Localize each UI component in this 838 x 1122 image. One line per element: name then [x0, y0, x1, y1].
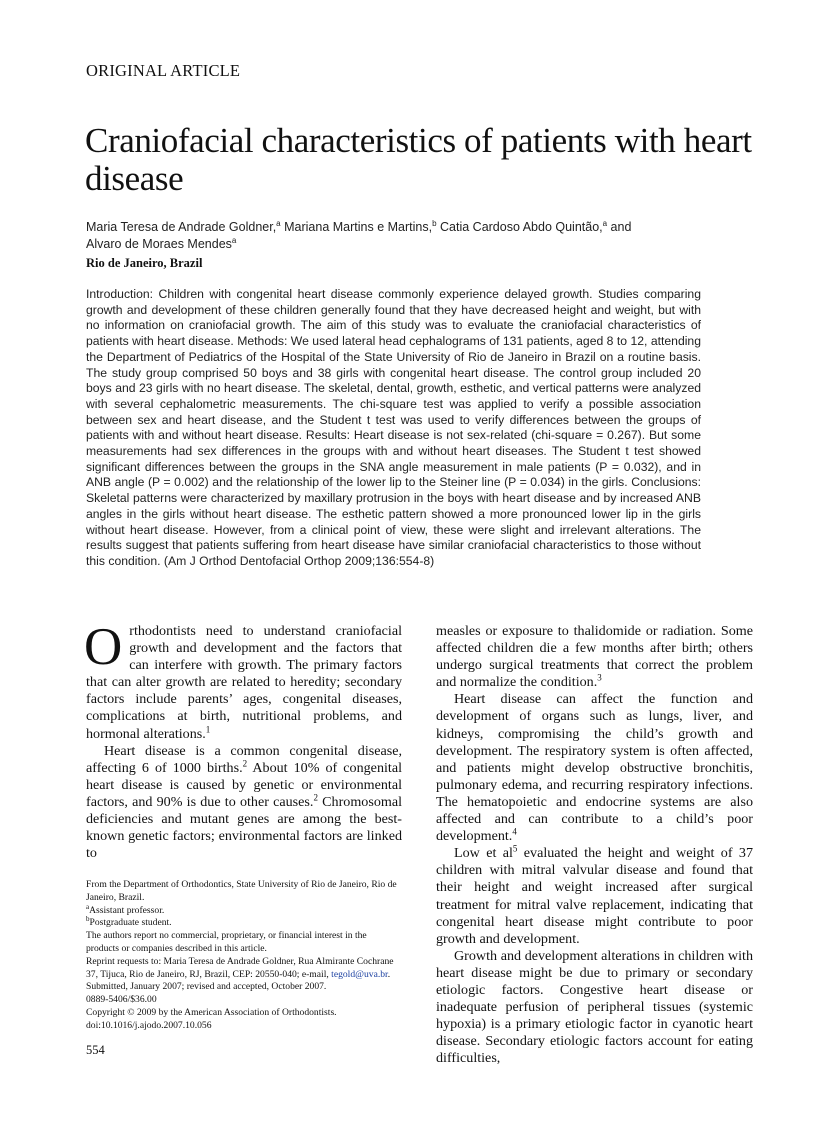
body-column-right — [436, 623, 753, 1067]
citation-ref: 4 — [512, 826, 517, 837]
author-affiliation-mark: a — [602, 218, 608, 228]
author-name: Mariana Martins e Martins, — [284, 220, 433, 234]
article-title: Craniofacial characteristics of patients with heart disease — [85, 121, 752, 198]
footnote-b: $^b$Postgraduate student. — [86, 915, 172, 929]
body-paragraph: Heart disease can affect the function and development of organs such as lungs, liver, and kidneys, compromising the child’s growth and development. The respiratory system is often affected, and patients might develop obstructive bronchitis, pulmonary edema, and recurring respiratory infections. The hematopoietic and endocrine systems are also affected and can contribute to a child’s poor development.$^4$ — [436, 691, 753, 845]
section-label: ORIGINAL ARTICLE — [86, 61, 241, 80]
page-number: 554 — [86, 1043, 105, 1057]
author-location: Rio de Janeiro, Brazil — [86, 256, 203, 270]
body-paragraph: Low et $al^5$ evaluated the height and weight of 37 children with mitral valvular disease and found that their height and weight increased after surgical treatment for mitral valve replacement, indicating that congenital heart disease might contribute to poor growth and development. — [436, 843, 753, 947]
body-paragraph: Orthodontists need to understand craniofacial growth and development and the factors that can interfere with growth. The primary factors that can alter growth are related to heredity; secondary factors include parents’ ages, congenital diseases, complications at birth, nutritional problems, and hormonal alterations.$^1$ — [84, 618, 402, 742]
body-paragraph: measles or exposure to thalidomide or radiation. Some affected children die a few months after birth; others undergo surgical treatments that correct the problem and normalize the condition.$^3$ — [436, 623, 753, 691]
abstract: Introduction: Children with congenital heart disease commonly experience delayed growth. Studies comparing growth and development of these children generally found that they have decreased height and weight, but with no information on craniofacial growth. The aim of this study was to evaluate the craniofacial characteristics of patients with heart disease. Methods: We used lateral head cephalograms of 131 patients, aged 8 to 12, attending the Department of Pediatrics of the Hospital of the State University of Rio de Janeiro in Brazil on a routine basis. The study group comprised 50 boys and 38 girls with congenital heart disease. The control group included 20 boys and 23 girls with no heart disease. The skeletal, dental, growth, esthetic, and vertical patterns were analyzed with several cephalometric measurements. The chi-square test was applied to verify a possible association between sex and heart disease, and the Student t test was used to verify differences between the groups of patients with and without heart disease. Results: Heart disease is not sex-related (chi-square = 0.267). But some measurements had sex differences in the groups with and without heart diseases. The Student t test showed significant differences between the groups in the SNA angle measurement in male patients (P = 0.032), and in ANB angle (P = 0.002) and the relationship of the lower lip to the Steiner line (P = 0.034) in the girls. Conclusions: Skeletal patterns were characterized by maxillary protrusion in the boys with heart disease and by increased ANB angles in the girls without heart disease. The esthetic pattern showed a more pronounced lower lip in the girls without heart disease. However, from a clinical point of view, these were slight and irrelevant alterations. The results suggest that patients suffering from heart disease have similar craniofacial characteristics to those without this condition. (Am J Orthod Dentofacial Orthop 2009;136:554-8) — [86, 287, 701, 568]
author-name: Maria Teresa de Andrade Goldner, — [86, 220, 277, 234]
author-list: Maria Teresa de Andrade Goldner,$^a$ Mariana Martins e Martins,$^b$ Catia Cardoso Abdo Quintão,$^a$ and Alvaro de Moraes Mendes$^a$ — [86, 218, 632, 251]
footnote-submitted: Submitted, January 2007; revised and accepted, October 2007. — [86, 981, 327, 993]
citation-ref: 1 — [205, 723, 211, 734]
footnotes — [86, 879, 402, 1033]
author-name: Alvaro de Moraes Mendes — [86, 237, 232, 251]
footnote-copyright: Copyright © 2009 by the American Association of Orthodontists. — [86, 1006, 337, 1018]
email-link[interactable]: tegold@uva.br — [331, 968, 388, 980]
citation-ref: 2 — [313, 792, 318, 803]
drop-cap: O — [84, 618, 123, 676]
author-affiliation-mark: b — [432, 218, 437, 228]
citation-ref: 5 — [512, 843, 518, 854]
citation-ref: 3 — [597, 672, 602, 683]
footnote-disclosure: The authors report no commercial, proprietary, or financial interest in the products or companies described in this article. — [86, 930, 367, 954]
footnote-issn: 0889-5406/$36.00 — [86, 994, 157, 1006]
author-affiliation-mark: a — [231, 235, 237, 245]
body-paragraph: Growth and development alterations in children with heart disease might be due to primary or secondary etiologic factors. Congestive heart disease or inadequate perfusion of peripheral tissues (systemic hypoxia) is a primary etiologic factor in cyanotic heart disease. Secondary etiologic factors account for eating difficulties, — [436, 947, 753, 1067]
footnote-a: $^a$Assistant professor. — [86, 902, 165, 916]
footnote-doi[interactable]: doi:10.1016/j.ajodo.2007.10.056 — [86, 1019, 212, 1031]
body-column-left — [84, 618, 402, 862]
citation-ref: 2 — [242, 758, 248, 769]
footnote-affiliation: From the Department of Orthodontics, State University of Rio de Janeiro, Rio de Janeiro, Brazil. — [86, 879, 397, 903]
footnote-reprint: Reprint requests to: Maria Teresa de Andrade Goldner, Rua Almirante Cochrane 37, Tijuca, Rio de Janeiro, RJ, Brazil, CEP: 20550-040; e-mail, tegold@uva.br. — [86, 955, 394, 980]
author-name: Catia Cardoso Abdo Quintão, — [440, 220, 603, 234]
author-affiliation-mark: a — [276, 218, 281, 228]
body-paragraph: Heart disease is a common congenital disease, affecting 6 of 1000 births.$^2$ About 10% of congenital heart disease is caused by genetic or environmental factors, and 90% is due to other causes.$^2$ Chromosomal deficiencies and mutant genes are among the best-known genetic factors; environmental factors are linked to — [86, 742, 402, 862]
